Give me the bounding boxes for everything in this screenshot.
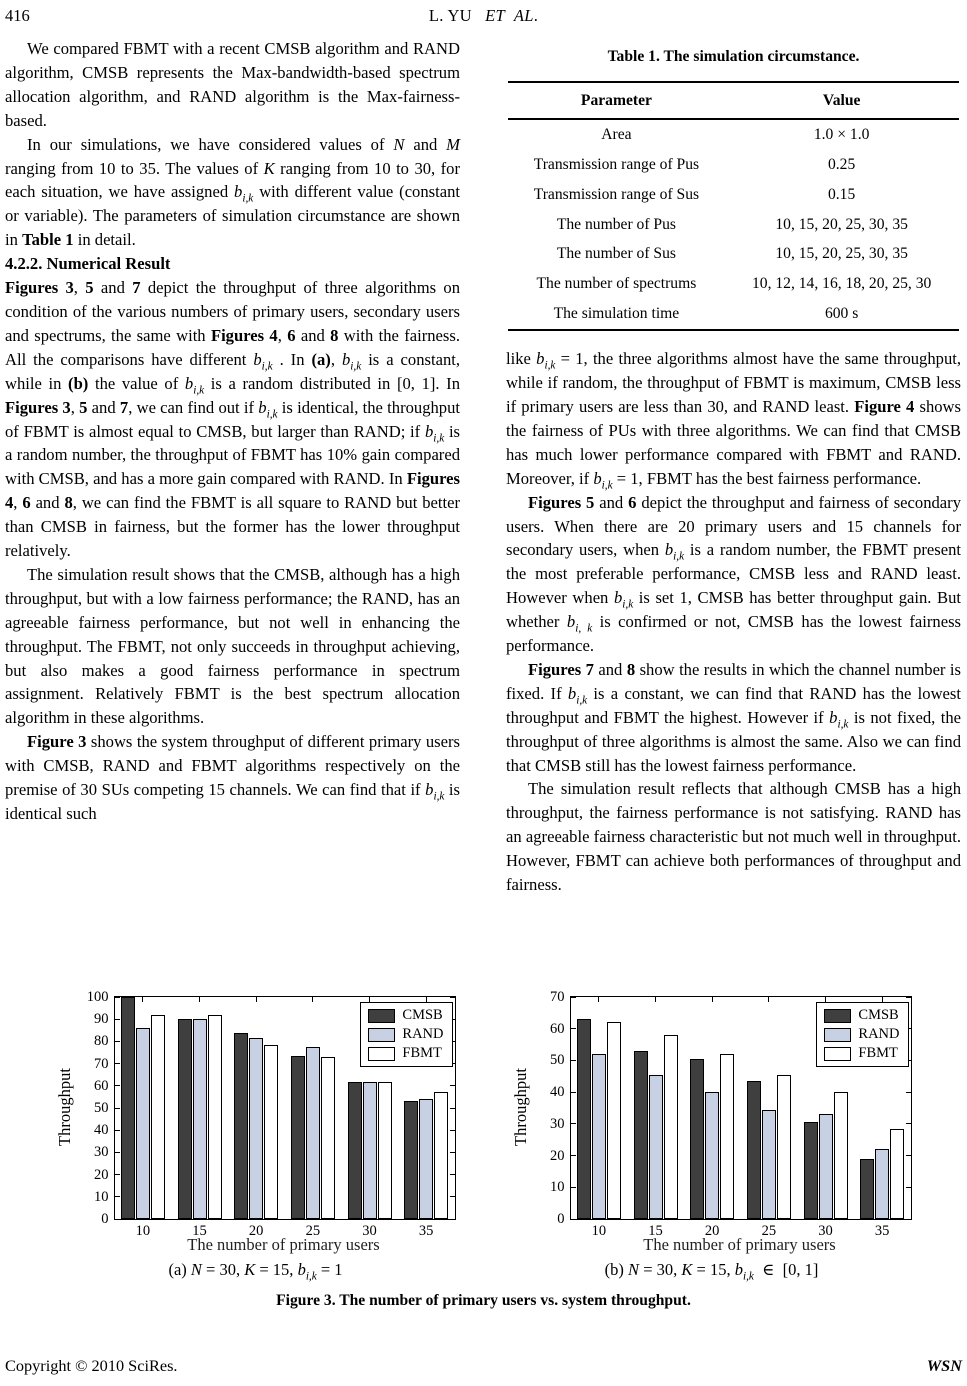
copyright-text: Copyright © 2010 SciRes. bbox=[5, 1356, 178, 1375]
running-head: L. YU ET AL. bbox=[428, 6, 539, 25]
bar-cmsb bbox=[348, 1082, 362, 1219]
parameter-cell: Transmission range of Sus bbox=[533, 185, 700, 203]
bar-fbmt bbox=[434, 1092, 448, 1219]
y-tick-mark bbox=[571, 1123, 576, 1124]
right-column bbox=[506, 37, 961, 897]
legend-item bbox=[368, 1027, 443, 1042]
legend-label: CMSB bbox=[402, 1007, 443, 1023]
charts-row bbox=[0, 988, 967, 1288]
x-tick-label: 25 bbox=[761, 1223, 777, 1239]
y-tick-mark bbox=[115, 1152, 120, 1153]
x-tick-mark bbox=[598, 997, 599, 1002]
legend-swatch-rand bbox=[824, 1028, 851, 1042]
bar-cmsb bbox=[804, 1122, 818, 1219]
y-tick-mark bbox=[906, 1187, 911, 1188]
y-tick-mark bbox=[450, 1219, 455, 1220]
parameter-cell: Transmission range of Pus bbox=[533, 155, 700, 173]
table-row bbox=[508, 119, 958, 150]
y-tick-mark bbox=[115, 1063, 120, 1064]
column-header-parameter: Parameter bbox=[508, 82, 724, 119]
legend-label: FBMT bbox=[402, 1045, 442, 1061]
figure-caption: Figure 3. The number of primary users vs. system throughput. bbox=[276, 1292, 691, 1309]
paragraph: Figures 5 and 6 depict the throughput and fairness of secondary users. When there are 20 primary users and 15 channels for secondary users, when $b_{i,k}$ is a random number, the FBMT present the most preferable performance, CMSB less and RAND least. However when $b_{i,k}$ is set 1, CMSB has better throughput gain. But whether $b_{i, k}$ is confirmed or not, CMSB has the lowest fairness performance. bbox=[506, 492, 962, 656]
bar-cmsb bbox=[291, 1056, 305, 1219]
paragraph: We compared FBMT with a recent CMSB algorithm and RAND algorithm, CMSB represents the Max-bandwidth-based spectrum allocation algorithm, and RAND algorithm is the Max-fairness-based. bbox=[5, 39, 460, 130]
x-tick-mark bbox=[142, 997, 143, 1002]
legend-item bbox=[368, 1008, 443, 1023]
table-row bbox=[508, 180, 958, 210]
y-tick-label: 50 bbox=[550, 1052, 565, 1069]
y-tick-mark bbox=[450, 1152, 455, 1153]
y-tick-mark bbox=[450, 1108, 455, 1109]
y-tick-label: 40 bbox=[94, 1122, 109, 1139]
bar-fbmt bbox=[720, 1054, 734, 1219]
paragraph: The simulation result shows that the CMSB, although has a high throughput, but with a low fairness performance; the RAND, has an agreeable fairness performance, but not well in enhancing the throughput. The FBMT, not only succeeds in throughput achieving, but also makes a good fairness performance in spectrum assignment. Relatively FBMT is the best spectrum allocation algorithm in these algorithms. bbox=[5, 564, 460, 728]
x-tick-mark bbox=[199, 997, 200, 1002]
legend-item bbox=[824, 1046, 899, 1061]
simulation-table bbox=[508, 81, 958, 331]
bar-cmsb bbox=[234, 1033, 248, 1219]
y-tick-mark bbox=[450, 997, 455, 998]
legend-swatch-rand bbox=[368, 1028, 395, 1042]
y-tick-label: 70 bbox=[94, 1055, 109, 1072]
parameter-cell: The number of spectrums bbox=[536, 275, 697, 293]
legend-swatch-cmsb bbox=[824, 1009, 851, 1023]
subfigure-caption-a: (a) N = 30, K = 15, $b_{i,k} = 1$ bbox=[168, 1260, 343, 1283]
paragraph: Figure 3 shows the system throughput of different primary users with CMSB, RAND and FBMT algorithms respectively on the premise of 30 SUs competing 15 channels. We can find that if $b_{i,k}$ is identical such bbox=[5, 732, 461, 823]
subfigure-caption-b: (b) N = 30, K = 15, $b_{i,k}$ ∈ [0, 1] bbox=[604, 1260, 819, 1283]
value-cell: 10, 15, 20, 25, 30, 35 bbox=[775, 215, 908, 233]
y-tick-label: 80 bbox=[94, 1033, 109, 1050]
table-header bbox=[508, 82, 958, 119]
bar-fbmt bbox=[264, 1045, 278, 1219]
y-tick-label: 0 bbox=[557, 1211, 565, 1227]
bar-rand bbox=[419, 1099, 433, 1219]
legend-item bbox=[824, 1027, 899, 1042]
paragraph: In our simulations, we have considered values of N and M ranging from 10 to 35. The values of K ranging from 10 to 30, for each situation, we have assigned $b_{i,k}$ with different value (constant or variable). The parameters of simulation circumstance are shown in Table 1 in detail. bbox=[5, 134, 460, 250]
y-tick-mark bbox=[571, 1092, 576, 1093]
x-tick-label: 30 bbox=[818, 1223, 833, 1239]
legend-label: RAND bbox=[858, 1026, 900, 1042]
x-tick-mark bbox=[712, 997, 713, 1002]
legend-label: FBMT bbox=[858, 1045, 898, 1061]
bar-rand bbox=[819, 1114, 833, 1219]
paragraph: Figures 3, 5 and 7 depict the throughput of three algorithms on condition of the various numbers of primary users, secondary users and spectrums, the same with Figures 4, 6 and 8 with the fairness. All the comparisons have different $b_{i,k}$ . In (a), $b_{i,k}$ is a constant, while in (b) the value of $b_{i,k}$ is a random distributed in [0, 1]. In Figures 3, 5 and 7, we can find out if $b_{i,k}$ is identical, the throughput of FBMT is almost equal to CMSB, but larger than RAND; if $b_{i,k}$ is a random number, the throughput of FBMT has 10% gain compared with CMSB, and has a more gain compared with RAND. In Figures 4, 6 and 8, we can find the FBMT is all square to RAND but better than CMSB in fairness, but the former has the lower throughput relatively. bbox=[5, 278, 461, 561]
y-tick-mark bbox=[115, 1108, 120, 1109]
figure-3 bbox=[0, 988, 967, 1310]
x-tick-mark bbox=[655, 997, 656, 1002]
page-footer bbox=[5, 1356, 962, 1376]
x-tick-label: 10 bbox=[135, 1223, 151, 1239]
y-tick-label: 60 bbox=[94, 1077, 109, 1094]
legend-item bbox=[368, 1046, 443, 1061]
x-tick-label: 10 bbox=[591, 1223, 607, 1239]
x-tick-label: 15 bbox=[648, 1223, 663, 1239]
table-row bbox=[508, 210, 958, 240]
value-cell: 1.0 × 1.0 bbox=[813, 125, 870, 143]
y-tick-mark bbox=[450, 1130, 455, 1131]
parameter-cell: The simulation time bbox=[553, 305, 680, 323]
value-cell: 0.25 bbox=[827, 155, 856, 173]
y-tick-label: 10 bbox=[550, 1179, 565, 1196]
y-axis-label: Throughput bbox=[510, 1068, 530, 1146]
y-tick-mark bbox=[906, 997, 911, 998]
page-number: 416 bbox=[5, 6, 30, 25]
table-body bbox=[508, 119, 958, 330]
x-tick-label: 35 bbox=[874, 1223, 890, 1239]
legend-swatch-fbmt bbox=[824, 1047, 851, 1061]
bar-rand bbox=[875, 1149, 889, 1219]
y-tick-mark bbox=[906, 1219, 911, 1220]
bar-rand bbox=[592, 1054, 606, 1219]
table-row bbox=[508, 269, 958, 299]
y-tick-mark bbox=[906, 1092, 911, 1093]
y-tick-mark bbox=[115, 1219, 120, 1220]
parameter-cell: The number of Sus bbox=[556, 245, 676, 263]
x-tick-label: 15 bbox=[192, 1223, 207, 1239]
chart-b bbox=[494, 988, 930, 1288]
y-tick-mark bbox=[450, 1085, 455, 1086]
y-tick-mark bbox=[571, 997, 576, 998]
y-tick-mark bbox=[906, 1155, 911, 1156]
column-header-value: Value bbox=[725, 82, 959, 119]
y-tick-mark bbox=[571, 1028, 576, 1029]
y-tick-mark bbox=[115, 997, 120, 998]
y-tick-mark bbox=[450, 1174, 455, 1175]
legend bbox=[816, 1002, 908, 1067]
legend-label: CMSB bbox=[858, 1007, 899, 1023]
paragraph: The simulation result reflects that although CMSB has a high throughput, the fairness performance is not satisfying. RAND has an agreeable fairness characteristic but not much well in throughput. However, FBMT can achieve both performances of throughput and fairness. bbox=[506, 779, 961, 895]
legend-swatch-fbmt bbox=[368, 1047, 395, 1061]
x-tick-label: 20 bbox=[704, 1223, 720, 1239]
table-row bbox=[508, 150, 958, 180]
journal-abbreviation: WSN bbox=[926, 1356, 962, 1375]
table-row bbox=[508, 299, 958, 330]
bar-fbmt bbox=[664, 1035, 678, 1219]
legend-swatch-cmsb bbox=[368, 1009, 395, 1023]
bar-fbmt bbox=[208, 1015, 222, 1219]
y-tick-mark bbox=[115, 1041, 120, 1042]
x-axis-label: The number of primary users bbox=[187, 1235, 380, 1254]
bar-cmsb bbox=[178, 1019, 192, 1219]
y-axis-label: Throughput bbox=[54, 1068, 74, 1146]
y-tick-label: 0 bbox=[101, 1211, 109, 1227]
bar-rand bbox=[762, 1110, 776, 1219]
bar-rand bbox=[363, 1082, 377, 1219]
bar-cmsb bbox=[690, 1059, 704, 1219]
legend bbox=[360, 1002, 452, 1067]
y-tick-label: 30 bbox=[550, 1115, 565, 1132]
bar-fbmt bbox=[378, 1082, 392, 1219]
bar-rand bbox=[649, 1075, 663, 1219]
y-tick-mark bbox=[571, 1060, 576, 1061]
y-tick-label: 70 bbox=[550, 989, 565, 1005]
bar-fbmt bbox=[321, 1057, 335, 1219]
bar-fbmt bbox=[607, 1022, 621, 1219]
x-tick-mark bbox=[768, 997, 769, 1002]
bar-fbmt bbox=[834, 1092, 848, 1219]
value-cell: 10, 15, 20, 25, 30, 35 bbox=[775, 245, 908, 263]
bar-rand bbox=[306, 1047, 320, 1219]
y-tick-mark bbox=[571, 1155, 576, 1156]
y-tick-label: 60 bbox=[550, 1020, 565, 1037]
x-tick-label: 35 bbox=[418, 1223, 434, 1239]
value-cell: 10, 12, 14, 16, 18, 20, 25, 30 bbox=[751, 275, 932, 293]
bar-cmsb bbox=[404, 1101, 418, 1219]
y-tick-mark bbox=[450, 1196, 455, 1197]
y-tick-label: 90 bbox=[94, 1011, 109, 1028]
y-tick-mark bbox=[571, 1187, 576, 1188]
x-tick-mark bbox=[256, 997, 257, 1002]
bar-rand bbox=[705, 1092, 719, 1219]
y-tick-label: 30 bbox=[94, 1144, 109, 1161]
x-axis-label: The number of primary users bbox=[643, 1235, 836, 1254]
legend-label: RAND bbox=[402, 1026, 444, 1042]
bar-cmsb bbox=[634, 1051, 648, 1219]
bar-fbmt bbox=[777, 1075, 791, 1219]
x-tick-mark bbox=[312, 997, 313, 1002]
y-tick-mark bbox=[115, 1085, 120, 1086]
y-tick-mark bbox=[115, 1019, 120, 1020]
table-header-row bbox=[508, 82, 958, 119]
plot-area bbox=[550, 989, 912, 1239]
y-tick-label: 100 bbox=[86, 989, 109, 1005]
y-tick-mark bbox=[571, 1219, 576, 1220]
bar-fbmt bbox=[151, 1015, 165, 1219]
bar-cmsb bbox=[860, 1159, 874, 1219]
value-cell: 0.15 bbox=[827, 185, 856, 203]
chart-a bbox=[38, 988, 474, 1288]
section-heading: 4.2.2. Numerical Result bbox=[5, 254, 171, 274]
table-title: Table 1. The simulation circumstance. bbox=[607, 48, 860, 65]
x-tick-label: 30 bbox=[362, 1223, 377, 1239]
y-tick-mark bbox=[906, 1123, 911, 1124]
parameter-cell: Area bbox=[601, 125, 632, 143]
bar-rand bbox=[136, 1028, 150, 1219]
y-tick-mark bbox=[115, 1130, 120, 1131]
bar-cmsb bbox=[577, 1019, 591, 1219]
table-row bbox=[508, 239, 958, 269]
y-tick-label: 40 bbox=[550, 1084, 565, 1101]
legend-item bbox=[824, 1008, 899, 1023]
paragraph: Figures 7 and 8 show the results in which the channel number is fixed. If $b_{i,k}$ is a constant, we can find that RAND has the lowest throughput and FBMT the highest. However if $b_{i,k}$ is not fixed, the throughput of three algorithms is almost the same. Also we can find that CMSB still has the lowest fairness performance. bbox=[506, 659, 961, 775]
y-tick-mark bbox=[115, 1174, 120, 1175]
bar-fbmt bbox=[890, 1129, 904, 1219]
y-tick-label: 10 bbox=[94, 1188, 109, 1205]
plot-area bbox=[86, 989, 456, 1239]
y-tick-mark bbox=[115, 1196, 120, 1197]
x-tick-label: 25 bbox=[305, 1223, 321, 1239]
body-columns bbox=[5, 37, 962, 897]
left-column bbox=[5, 37, 460, 897]
page-header bbox=[5, 6, 962, 28]
bar-cmsb bbox=[121, 997, 135, 1219]
bar-rand bbox=[193, 1019, 207, 1219]
y-tick-label: 50 bbox=[94, 1100, 109, 1116]
parameter-cell: The number of Pus bbox=[556, 215, 676, 233]
bar-rand bbox=[249, 1038, 263, 1219]
x-tick-label: 20 bbox=[248, 1223, 264, 1239]
y-tick-label: 20 bbox=[94, 1166, 109, 1183]
y-tick-label: 20 bbox=[550, 1147, 565, 1164]
paragraph: like $b_{i,k} = 1$, the three algorithms almost have the same throughput, while if random, the throughput of FBMT is maximum, CMSB less if primary users are less than 30, and RAND least. Figure 4 shows the fairness of PUs with three algorithms. We can find that CMSB has much lower performance compared with FBMT and RAND. Moreover, if $b_{i,k} = 1$, FBMT has the best fairness performance. bbox=[506, 349, 961, 491]
bar-cmsb bbox=[747, 1081, 761, 1219]
value-cell: 600 s bbox=[824, 305, 859, 323]
